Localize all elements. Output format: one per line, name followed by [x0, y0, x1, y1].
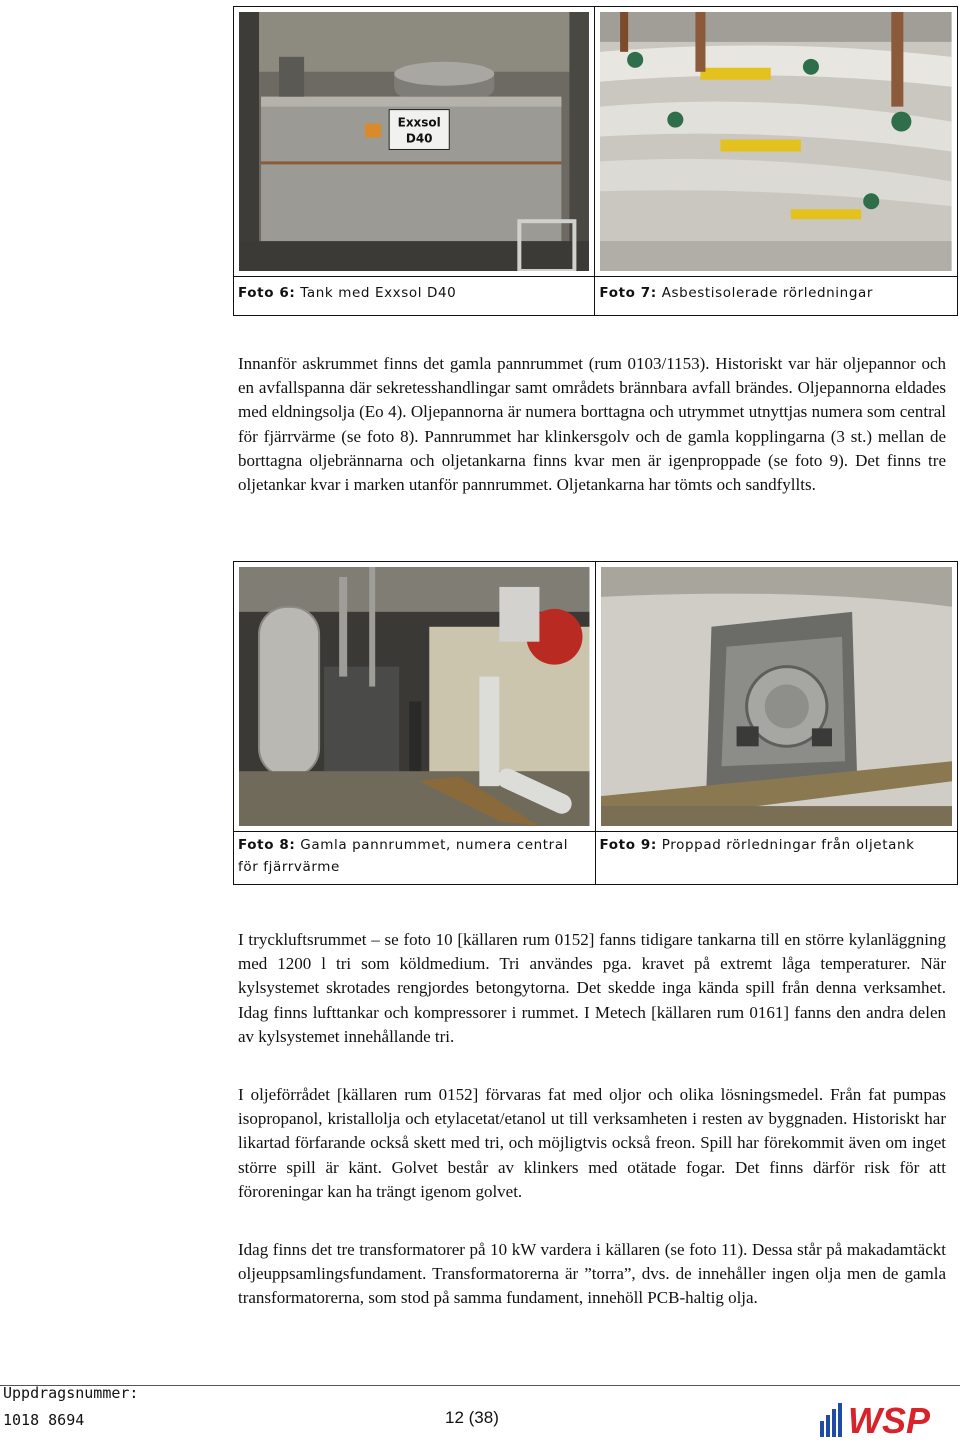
wsp-logo-text: WSP — [848, 1400, 931, 1439]
photo-8-cell — [234, 562, 596, 832]
paragraph-4: Idag finns det tre transformatorer på 10 kW vardera i källaren (se foto 11). Dessa står på makadamtäckt oljeuppsamlingsfundament. Transformatorerna är ”torra”, dvs. de innehåller ingen olja men de gamla transformatorerna, som stod på samma fundament, innehöll PCB-haltig olja. — [238, 1240, 946, 1308]
photo-7-caption-text: Asbestisolerade rörledningar — [661, 285, 874, 301]
photo-6-tank-image — [239, 12, 589, 271]
photo-6-caption-text: Tank med Exxsol D40 — [300, 285, 457, 301]
footer-assignment-label: Uppdragsnummer: — [3, 1384, 139, 1402]
photo-9-label: Foto 9: — [599, 837, 657, 853]
photo-7-pipes-image — [600, 12, 952, 271]
photo-6-label: Foto 6: — [238, 285, 296, 301]
photo-8-caption-text: Gamla pannrummet, numera central för fjärrvärme — [238, 837, 569, 875]
photo-7-caption — [595, 277, 958, 316]
photo-9-caption-text: Proppad rörledningar från oljetank — [661, 837, 915, 853]
paragraph-3: I oljeförrådet [källaren rum 0152] förvaras fat med oljor och olika lösningsmedel. Från fat pumpas isopropanol, kristallolja och etylacetat/etanol ut till verksamheten i resten av byggnaden. Historiskt har likartad förfarande också skett med tri, och möjligtvis också freon. Spill har förekommit även om inget större spill är känt. Golvet består av klinkers med otätade fogar. Det finns därför risk för att föroreningar kan ha trängt igenom golvet. — [238, 1085, 946, 1201]
photo-8-boiler-room-image — [239, 567, 590, 826]
wsp-logo — [818, 1399, 948, 1439]
photo-7-label: Foto 7: — [599, 285, 657, 301]
photo-8-caption — [234, 832, 596, 885]
footer-divider — [0, 1385, 960, 1386]
photo-6-cell — [234, 7, 595, 277]
paragraph-2: I tryckluftsrummet – se foto 10 [källaren rum 0152] fanns tidigare tankarna till en större kylanläggning med 1200 l tri som köldmedium. Tri användes pga. kravet på extremt låga temperaturer. När kylsystemet skrotades rengjordes betongytorna. Det skedde inga kända spill från denna verksamhet. Idag finns lufttankar och kompressorer i rummet. I Metech [källaren rum 0161] fanns den andra delen av kylsystemet innehållande tri. — [238, 930, 946, 1046]
photo-8-label: Foto 8: — [238, 837, 296, 853]
photo-table-1 — [233, 6, 958, 316]
photo-6-caption — [234, 277, 595, 316]
photo-7-cell — [595, 7, 958, 277]
footer-assignment-number: 1018 8694 — [3, 1411, 85, 1429]
photo-9-caption — [595, 832, 958, 885]
photo-9-cell — [595, 562, 958, 832]
photo-9-plugged-pipe-image — [601, 567, 953, 826]
photo-table-2 — [233, 561, 958, 885]
svg-text:Exxsol: Exxsol — [397, 115, 441, 130]
paragraph-1: Innanför askrummet finns det gamla pannrummet (rum 0103/1153). Historiskt var här oljepannor och en avfallspanna där sekretesshandlingar samt områdets brännbara avfall brändes. Oljepannorna eldades med eldningsolja (Eo 4). Oljepannorna är numera borttagna och utrymmet utnyttjas numera som central för fjärrvärme (se foto 8). Pannrummet har klinkersgolv och de gamla kopplingarna (3 st.) mellan de borttagna oljebrännarna och oljetankarna finns kvar men är igenproppade (se foto 9). Det finns tre oljetankar kvar i marken utanför pannrummet. Oljetankarna har tömts och sandfyllts. — [238, 354, 946, 495]
footer-page-number: 12 (38) — [445, 1408, 499, 1427]
svg-text:D40: D40 — [405, 131, 433, 146]
